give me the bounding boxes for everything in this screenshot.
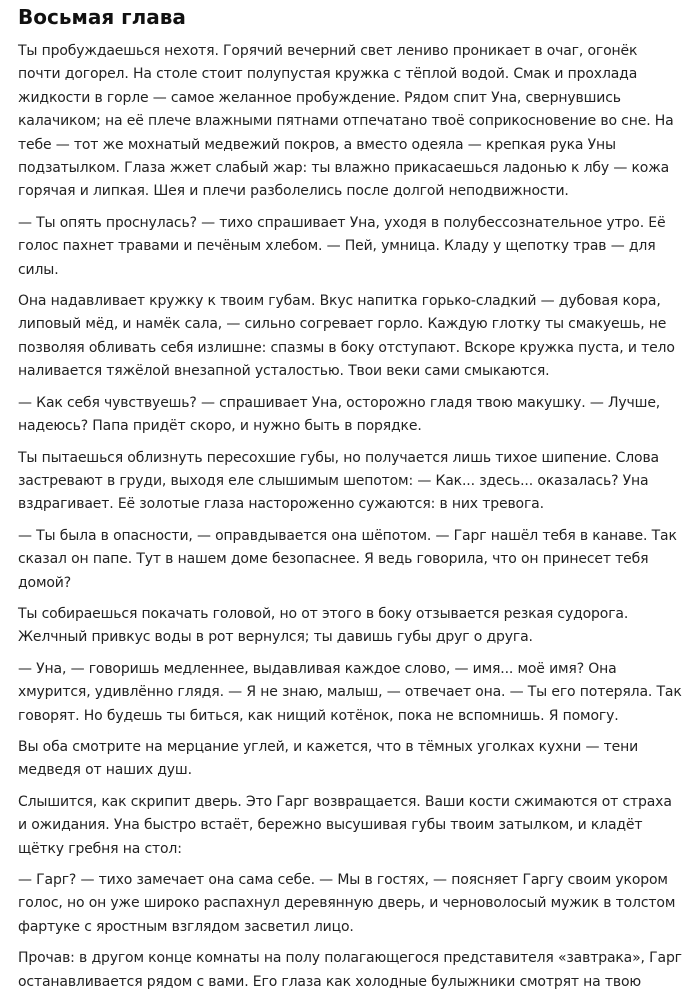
chapter-paragraph: — Как себя чувствуешь? — спрашивает Уна, осторожно гладя твою макушку. — Лучше, надеюсь? Папа придёт скоро, и нужно быть в порядке. [18,394,661,435]
chapter-paragraph: Ты пытаешься облизнуть пересохшие губы, но получается лишь тихое шипение. Слова застревают в груди, выходя еле слышимым шепотом: — Как... здесь... оказалась? Уна вздрагивает. Её золотые глаза настороженно сужаются: в них тревога. [18,449,659,513]
chapter-paragraph: Слышится, как скрипит дверь. Это Гарг возвращается. Ваши кости сжимаются от страха и ожидания. Уна быстро встаёт, бережно высушивая губы твоим затылком, и кладёт щётку гребня на стол: [18,793,672,857]
chapter-paragraph: — Уна, — говоришь медленнее, выдавливая каждое слово, — имя... моё имя? Она хмурится, удивлённо глядя. — Я не знаю, малыш, — отвечает она. — Ты его потеряла. Так говорят. Но будешь ты биться, как нищий котёнок, пока не вспомнишь. Я помогу. [18,660,682,724]
chapter-title: Восьмая глава [18,5,186,29]
chapter-paragraph: Она надавливает кружку к твоим губам. Вкус напитка горько-сладкий — дубовая кора, липовый мёд, и намёк сала, — сильно согревает горло. Каждую глотку ты смакуешь, не позволяя обливать себя излишне: спазмы в боку отступают. Вскоре кружка пуста, и тело наливается тяжёлой внезапной усталостью. Твои веки сами смыкаются. [18,293,675,380]
chapter-paragraph: — Гарг? — тихо замечает она сама себе. — Мы в гостях, — поясняет Гаргу своим укором голос, но он уже широко распахнул деревянную дверь, и черноволосый мужик в толстом фартуке с яростным взглядом засветил лицо. [18,872,676,935]
chapter-paragraph: Вы оба смотрите на мерцание углей, и кажется, что в тёмных уголках кухни — тени медведя от наших душ. [18,738,639,779]
chapter-paragraph: — Ты была в опасности, — оправдывается она шёпотом. — Гарг нашёл тебя в канаве. Так сказал он папе. Тут в нашем доме безопаснее. Я ведь говорила, что он принесет тебя домой? [18,527,677,591]
chapter-paragraph: Ты собираешься покачать головой, но от этого в боку отзывается резкая судорога. Желчный привкус воды в рот вернулся; ты давишь губы друг о друга. [18,605,629,646]
chapter-paragraph: Прочав: в другом конце комнаты на полу полагающегося представителя «завтрака», Гарг останавливается рядом с вами. Его глаза как холодные булыжники смотрят на твою [18,950,682,990]
chapter-paragraph: — Ты опять проснулась? — тихо спрашивает Уна, уходя в полубессознательное утро. Её голос пахнет травами и печёным хлебом. — Пей, умница. Кладу у щепотку трав — для силы. [18,214,666,278]
chapter-paragraph: Ты пробуждаешься нехотя. Горячий вечерний свет лениво проникает в очаг, огонёк почти догорел. На столе стоит полупустая кружка с тёплой водой. Смак и прохлада жидкости в горле — самое желанное пробуждение. Рядом спит Уна, свернувшись калачиком; на её плече влажными пятнами отпечатано твоё соприкосновение во сне. На тебе — тот же мохнатый медвежий покров, а вместо одеяла — крепкая рука Уны подзатылком. Глаза жжет слабый жар: ты влажно прикасаешься ладонью к лбу — кожа горячая и липкая. Шея и плечи разболелись после долгой неподвижности. [18,43,674,200]
